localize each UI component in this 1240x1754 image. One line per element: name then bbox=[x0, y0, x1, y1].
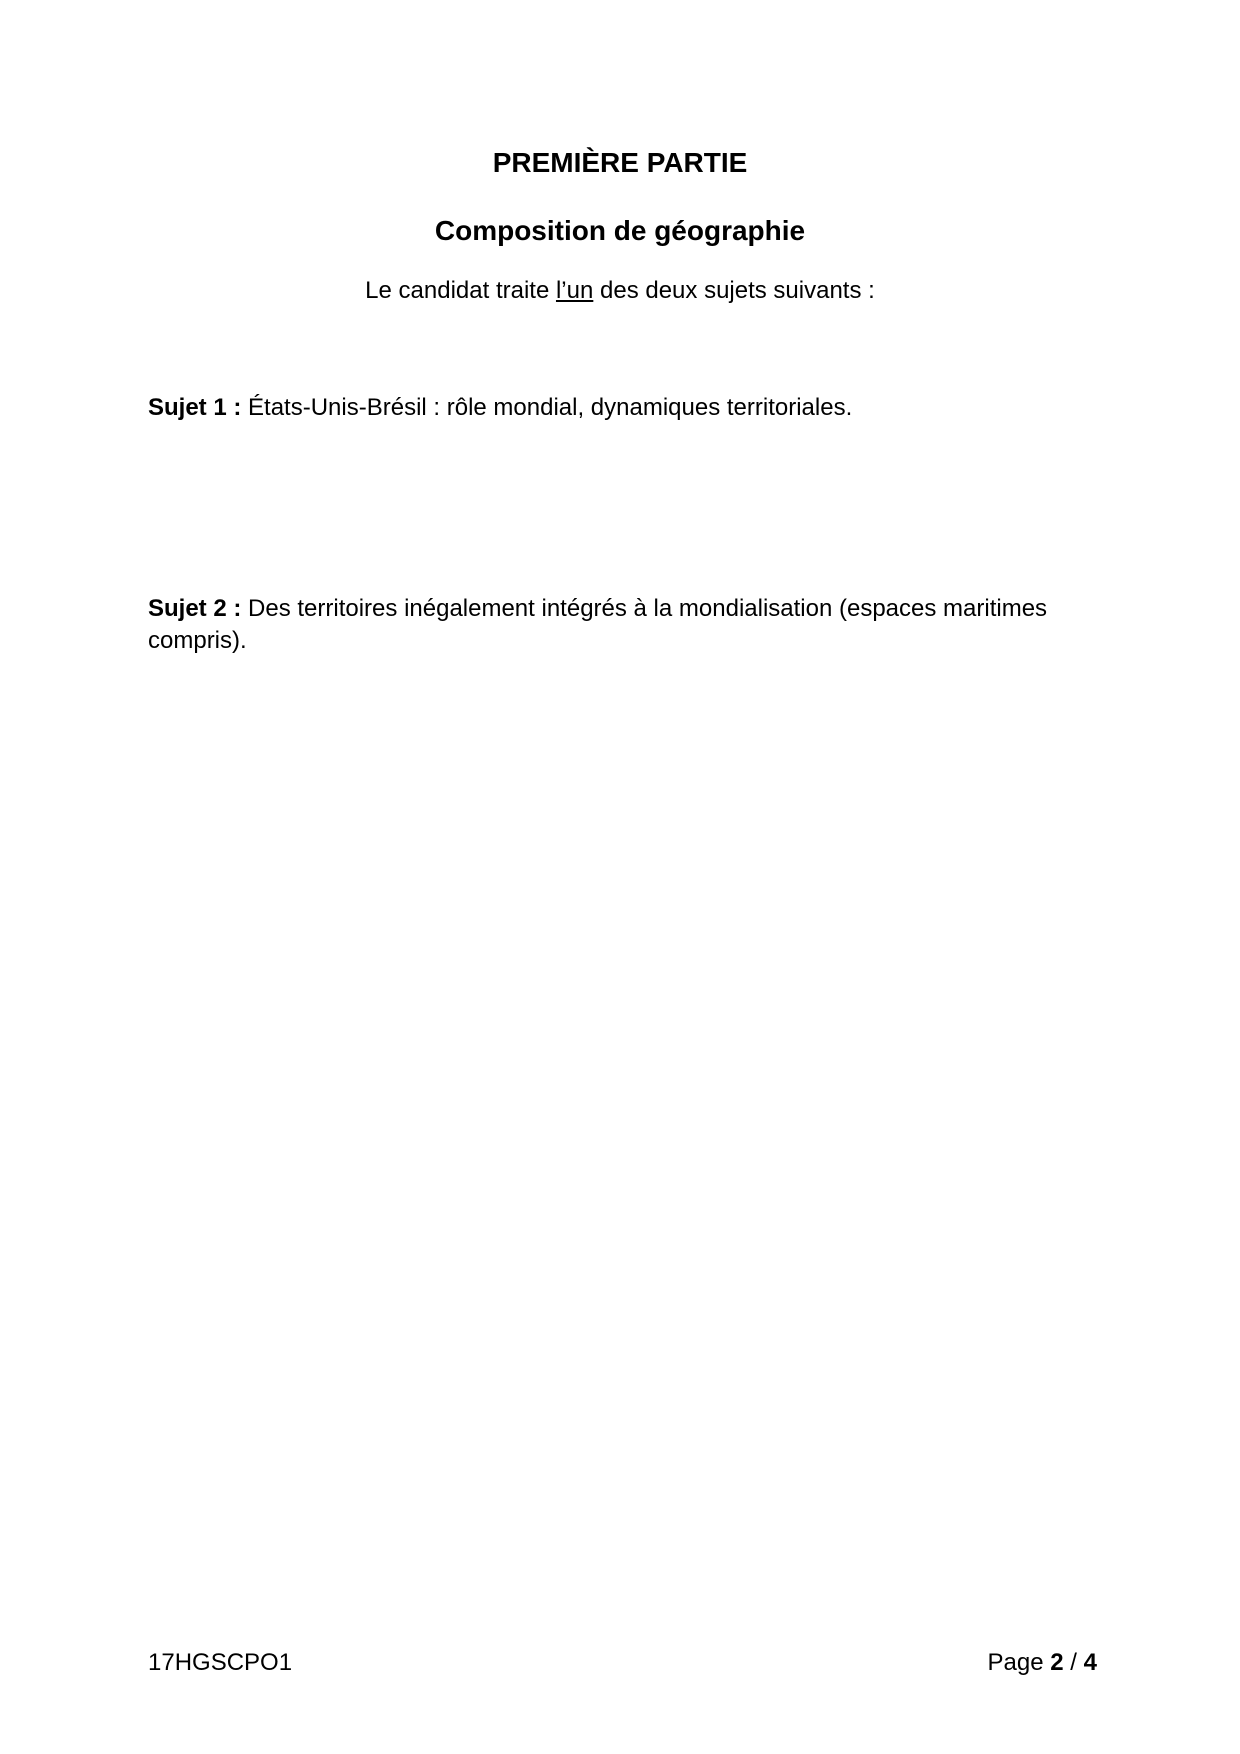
subject-1 bbox=[148, 392, 1098, 424]
part-title: PREMIÈRE PARTIE bbox=[492, 147, 748, 178]
subject-2-label: Sujet 2 : bbox=[148, 595, 242, 622]
subject-2 bbox=[148, 593, 1098, 657]
footer-page-number bbox=[988, 1648, 1097, 1678]
subject-2-text: Des territoires inégalement intégrés à la mondialisation (espaces maritimes compris). bbox=[148, 595, 1048, 654]
subject-1-label: Sujet 1 : bbox=[148, 394, 242, 421]
instruction-after: des deux sujets suivants : bbox=[593, 277, 875, 304]
instruction-emphasis: l’un bbox=[555, 277, 594, 304]
subject-1-text: États-Unis-Brésil : rôle mondial, dynamiques territoriales. bbox=[248, 394, 853, 421]
instruction-text bbox=[0, 276, 1240, 306]
instruction-before: Le candidat traite bbox=[365, 277, 556, 304]
page-current: 2 bbox=[1050, 1649, 1064, 1676]
section-title: Composition de géographie bbox=[434, 215, 806, 246]
page-separator: / bbox=[1063, 1649, 1084, 1676]
page-prefix: Page bbox=[987, 1649, 1051, 1676]
footer-exam-code: 17HGSCPO1 bbox=[148, 1649, 293, 1676]
page-total: 4 bbox=[1083, 1649, 1097, 1676]
